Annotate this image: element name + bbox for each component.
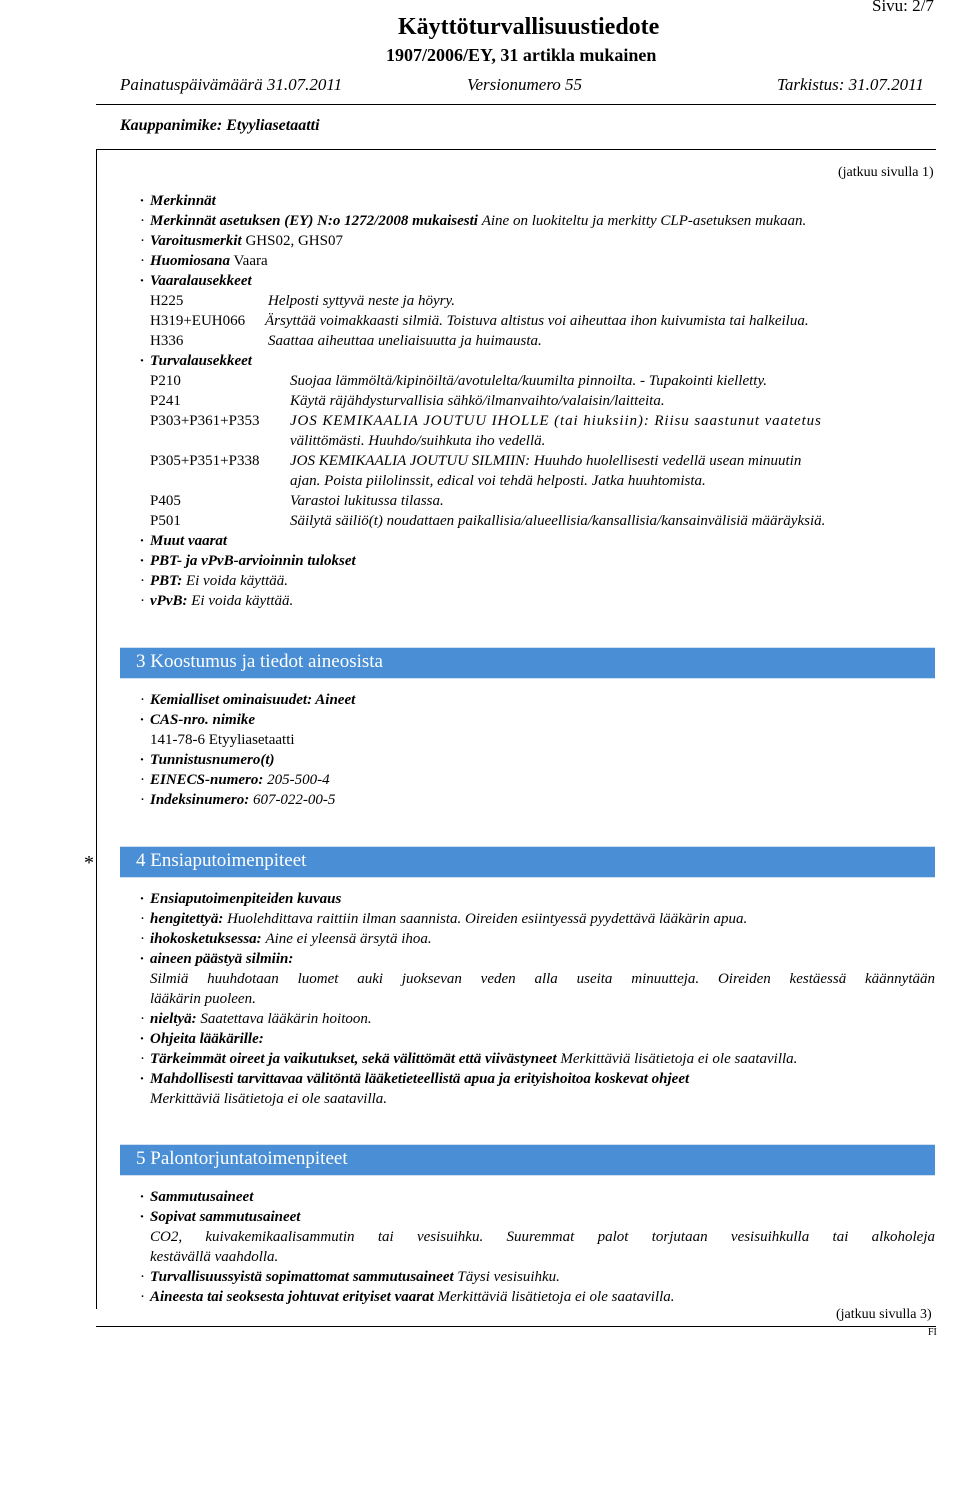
precaution-text: JOS KEMIKAALIA JOUTUU SILMIIN: Huuhdo huolellisesti vedellä usean minuutin xyxy=(290,453,802,469)
skin-contact: · ihokosketuksessa: Aine ei yleensä ärsytä ihoa. xyxy=(140,931,432,947)
precaution-code: P501 xyxy=(150,513,181,529)
section-4-header xyxy=(120,846,935,878)
section-5-title: 5 Palontorjuntatoimenpiteet xyxy=(136,1148,348,1169)
left-margin-rule xyxy=(96,149,97,1309)
header-rule xyxy=(96,104,936,105)
clp-labelling: · Merkinnät asetuksen (EY) N:o 1272/2008 mukaisesti Aine on luokiteltu ja merkitty CLP-asetuksen mukaan. xyxy=(140,213,807,229)
identification-heading: · Tunnistusnumero(t) xyxy=(140,752,275,768)
precaution-code: P241 xyxy=(150,393,181,409)
hazard-text: Helposti syttyvä neste ja höyry. xyxy=(268,293,456,309)
pbt-value: · PBT: Ei voida käyttää. xyxy=(140,573,289,589)
revision-date: Tarkistus: 31.07.2011 xyxy=(777,75,924,94)
footer-rule xyxy=(96,1326,936,1327)
precaution-code: P305+P351+P338 xyxy=(150,453,260,469)
trade-name-rule xyxy=(96,149,936,150)
precaution-text-continued: ajan. Poista piilolinssit, edical voi tehdä helposti. Jatka huuhtomista. xyxy=(290,473,706,489)
cas-heading: · CAS-nro. nimike xyxy=(140,712,256,728)
index-number: · Indeksinumero: 607-022-00-5 xyxy=(140,792,336,808)
chemical-characterization: · Kemialliset ominaisuudet: Aineet xyxy=(140,692,356,708)
precaution-code: P303+P361+P353 xyxy=(150,413,260,429)
inhalation: · hengitettyä: Huolehdittava raittiin ilman saannista. Oireiden esiintyessä pyydettävä lääkärin apua. xyxy=(140,911,748,927)
pbt-results-heading: · PBT- ja vPvB-arvioinnin tulokset xyxy=(140,553,356,569)
document-subtitle: 1907/2006/EY, 31 artikla mukainen xyxy=(386,45,657,65)
symptoms: · Tärkeimmät oireet ja vaikutukset, sekä välittömät että viivästyneet Merkittäviä lisätietoja ei ole saatavilla. xyxy=(140,1051,798,1067)
hazard-code: H225 xyxy=(150,293,184,309)
cas-value: 141-78-6 Etyyliasetaatti xyxy=(150,732,295,748)
language-code: FI xyxy=(928,1327,937,1338)
page-number: Sivu: 2/7 xyxy=(872,0,934,15)
precaution-text: Säilytä säiliö(t) noudattaen paikallisia/alueellisia/kansallisia/kansainvälisiä määräyksiä. xyxy=(290,513,826,529)
section-4-title: 4 Ensiaputoimenpiteet xyxy=(136,850,307,871)
precaution-text: Käytä räjähdysturvallisia sähkö/ilmanvaihto/valaisin/laitteita. xyxy=(290,393,665,409)
continued-on: (jatkuu sivulla 3) xyxy=(836,1307,932,1322)
doctor-info-heading: · Ohjeita lääkärille: xyxy=(140,1031,264,1047)
ingestion: · nieltyä: Saatettava lääkärin hoitoon. xyxy=(140,1011,372,1027)
continued-from: (jatkuu sivulla 1) xyxy=(838,165,934,180)
eye-contact-text: Silmiä huuhdotaan luomet auki juoksevan veden alla useita minuutteja. Oireiden kestäessä käännytään xyxy=(150,971,935,987)
hazard-statements-heading: · Vaaralausekkeet xyxy=(140,273,252,289)
other-hazards-heading: · Muut vaarat xyxy=(140,533,228,549)
precaution-code: P210 xyxy=(150,373,181,389)
eye-contact-text-continued: lääkärin puoleen. xyxy=(150,991,256,1007)
suitable-media-heading: · Sopivat sammutusaineet xyxy=(140,1209,301,1225)
hazard-text: Ärsyttää voimakkaasti silmiä. Toistuva altistus voi aiheuttaa ihon kuivumista tai halkeilua. xyxy=(265,313,809,329)
precaution-text: Varastoi lukitussa tilassa. xyxy=(290,493,444,509)
precaution-text: JOS KEMIKAALIA JOUTUU IHOLLE (tai hiuksiin): Riisu saastunut vaatetus xyxy=(290,413,822,429)
special-hazards: · Aineesta tai seoksesta johtuvat erityiset vaarat Merkittäviä lisätietoja ei ole saatavilla. xyxy=(140,1289,675,1305)
eye-contact-heading: · aineen päästyä silmiin: xyxy=(140,951,294,967)
pictograms: · Varoitusmerkit GHS02, GHS07 xyxy=(140,233,343,249)
precaution-code: P405 xyxy=(150,493,181,509)
suitable-media-text: CO2, kuivakemikaalisammutin tai vesisuihku. Suuremmat palot torjutaan vesisuihkulla tai alkoholeja xyxy=(150,1229,935,1245)
hazard-code: H319+EUH066 xyxy=(150,313,246,329)
hazard-text: Saattaa aiheuttaa uneliaisuutta ja huimausta. xyxy=(268,333,542,349)
section-3-header xyxy=(120,647,935,679)
print-date: Painatuspäivämäärä 31.07.2011 xyxy=(120,75,343,94)
immediate-care-heading: · Mahdollisesti tarvittavaa välitöntä lääketieteellistä apua ja erityishoitoa koskevat ohjeet xyxy=(140,1071,690,1087)
trade-name: Kauppanimike: Etyyliasetaatti xyxy=(120,117,320,134)
einecs-number: · EINECS-numero: 205-500-4 xyxy=(140,772,330,788)
vpvb-value: · vPvB: Ei voida käyttää. xyxy=(140,593,294,609)
immediate-care-text: Merkittäviä lisätietoja ei ole saatavilla. xyxy=(150,1091,388,1107)
revision-marker: * xyxy=(84,852,94,874)
unsuitable-media: · Turvallisuussyistä sopimattomat sammutusaineet Täysi vesisuihku. xyxy=(140,1269,560,1285)
suitable-media-text-continued: kestävällä vaahdolla. xyxy=(150,1249,279,1265)
first-aid-description: · Ensiaputoimenpiteiden kuvaus xyxy=(140,891,342,907)
precaution-text: Suojaa lämmöltä/kipinöiltä/avotulelta/kuumilta pinnoilta. - Tupakointi kielletty. xyxy=(290,373,768,389)
version-number: Versionumero 55 xyxy=(467,75,583,94)
precaution-text-continued: välittömästi. Huuhdo/suihkuta iho vedellä. xyxy=(290,433,546,449)
precautionary-statements-heading: · Turvalausekkeet xyxy=(140,353,252,369)
signal-word: · Huomiosana Vaara xyxy=(140,253,268,269)
document-title: Käyttöturvallisuustiedote xyxy=(398,14,660,40)
section-5-header xyxy=(120,1144,935,1176)
section-3-title: 3 Koostumus ja tiedot aineosista xyxy=(136,651,383,672)
hazard-code: H336 xyxy=(150,333,184,349)
labelling-heading: · Merkinnät xyxy=(140,193,216,209)
extinguishing-media-heading: · Sammutusaineet xyxy=(140,1189,254,1205)
